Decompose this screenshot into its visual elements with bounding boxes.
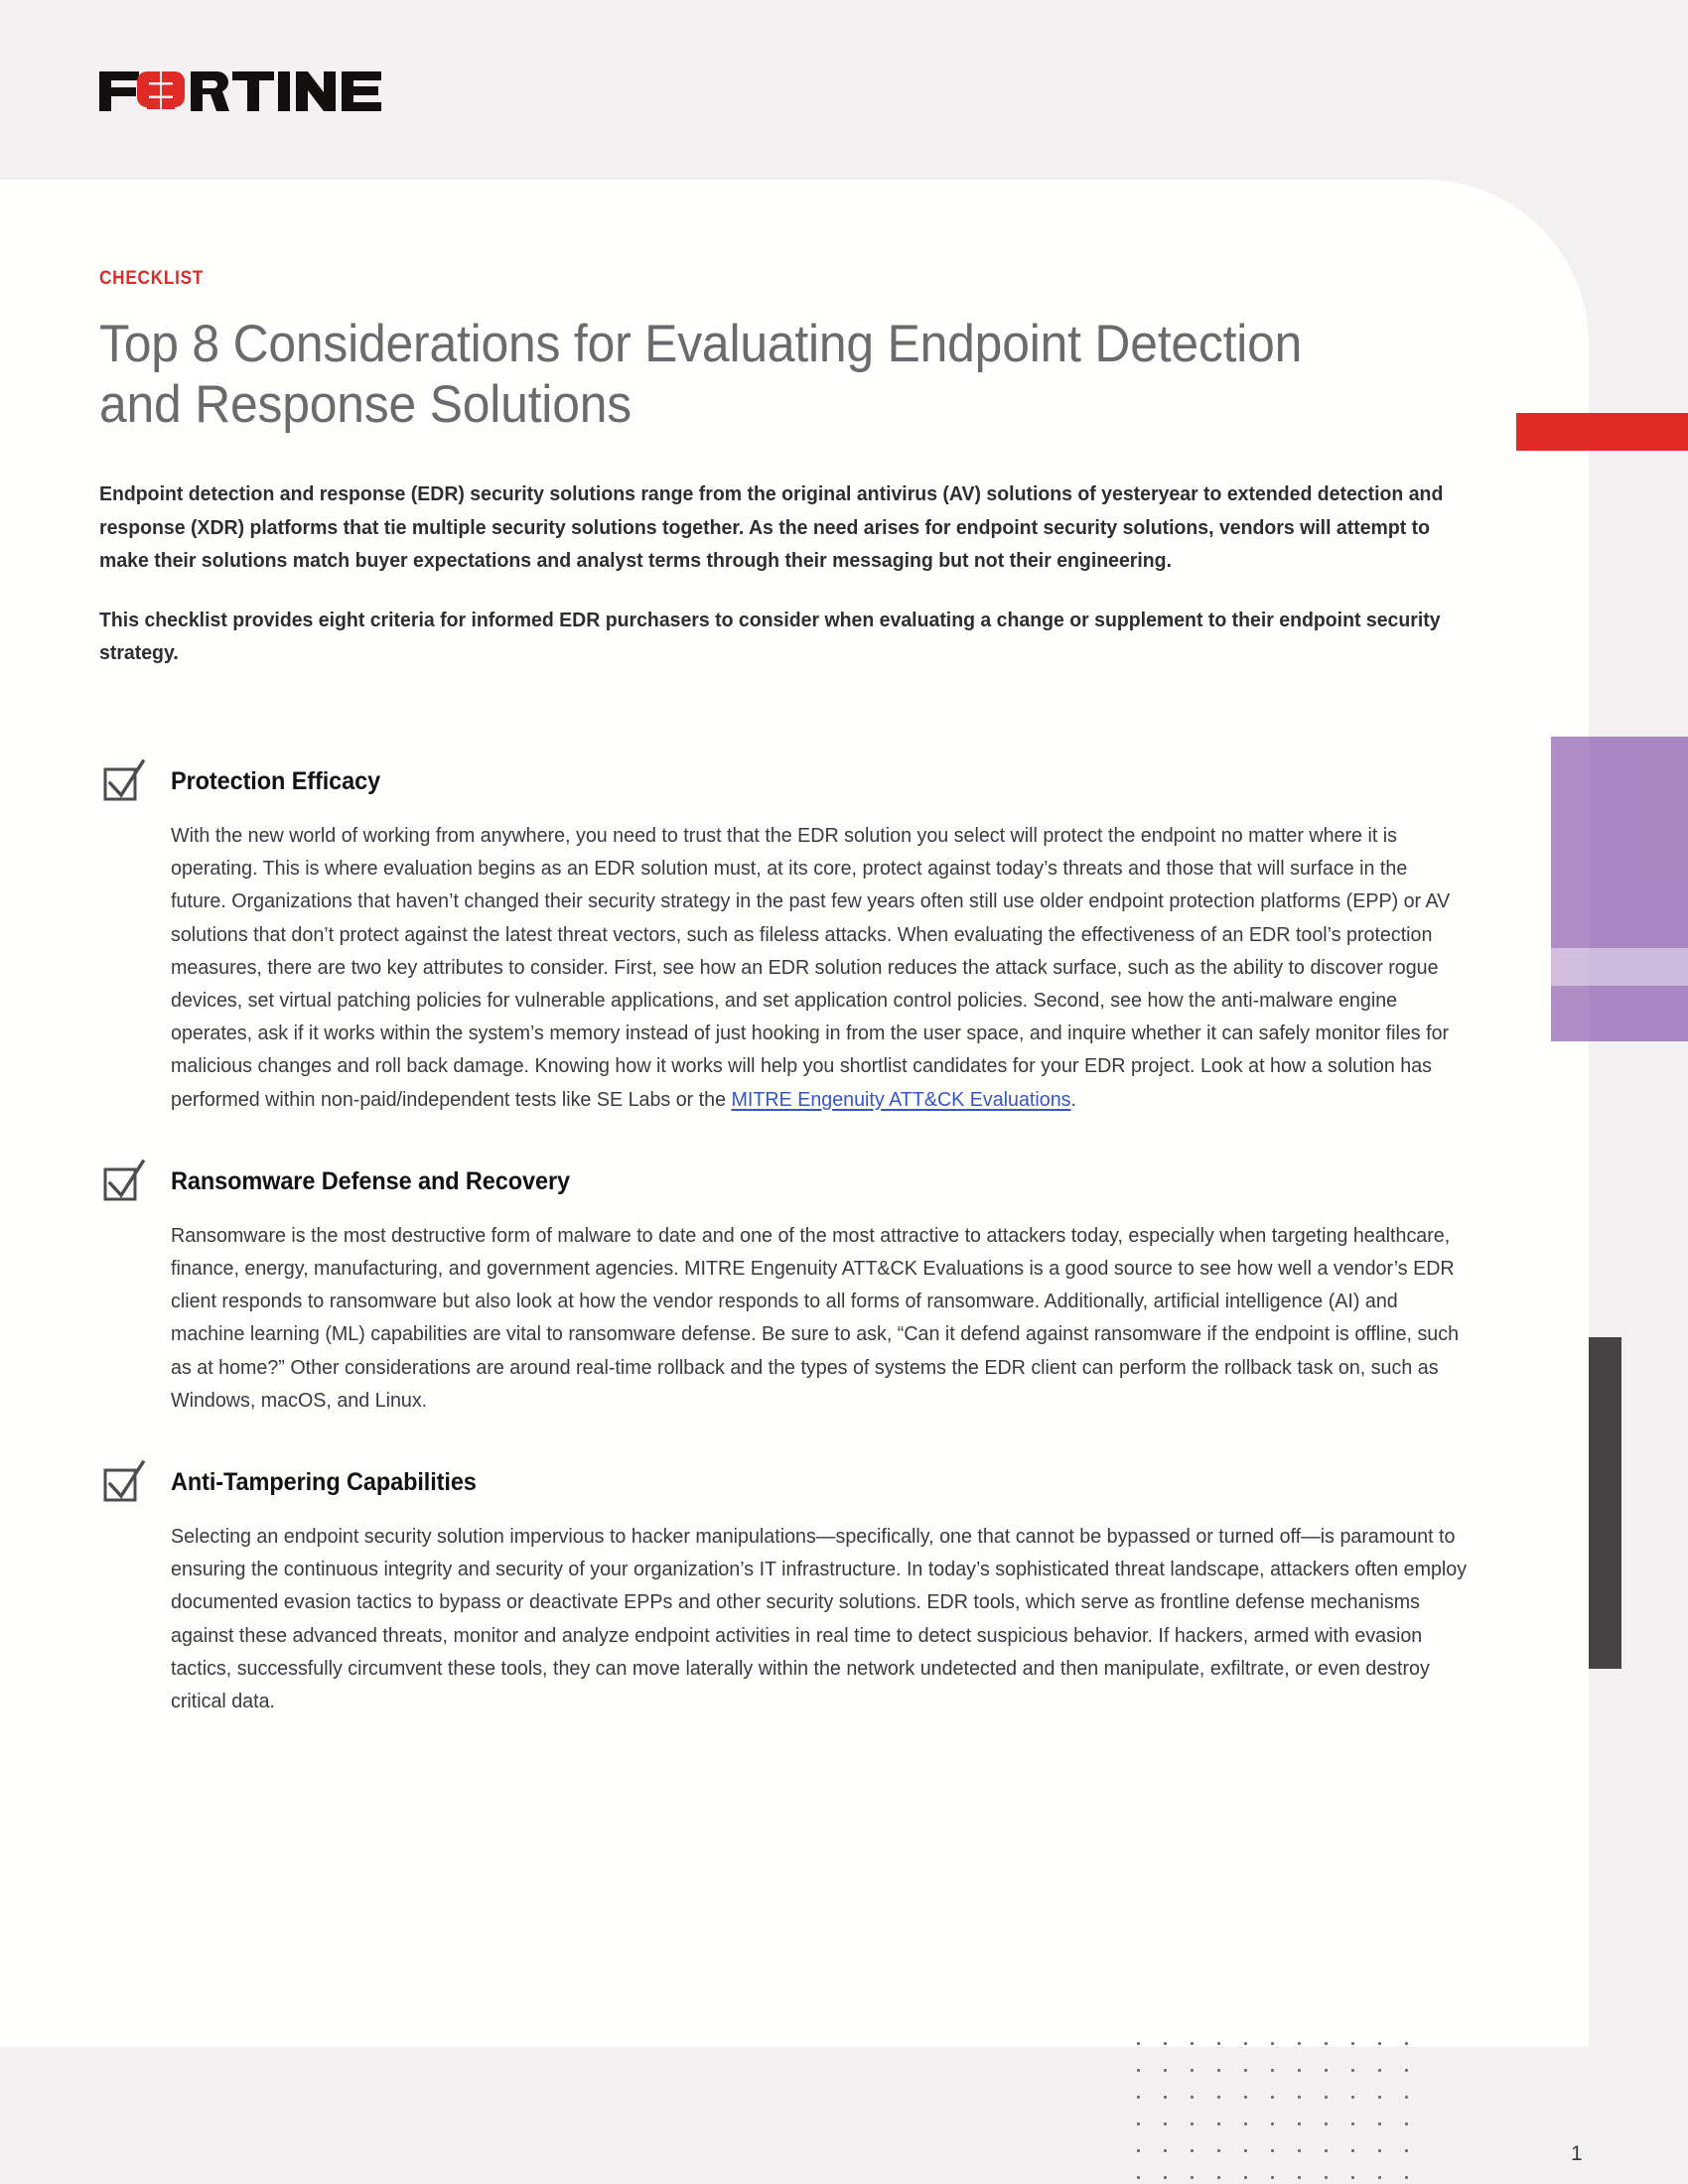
purple-block-light-band [1551, 948, 1688, 986]
checklist-item [99, 1165, 1489, 1417]
checklist-item-header [99, 1466, 1489, 1506]
checklist-item-title: Protection Efficacy [171, 766, 381, 795]
checklist-item-body: Selecting an endpoint security solution impervious to hacker manipulations—specifically, one that cannot be bypassed or turned off—is paramount to ensuring the continuous integrity and security of your organization’s IT infrastructure. In today’s sophisticated threat landscape, attackers often employ documented evasion tactics to bypass or deactivate EPPs and other security solutions. EDR tools, which serve as frontline defense mechanisms against these advanced threats, monitor and analyze endpoint activities in real time to detect suspicious behavior. If hackers, armed with evasion tactics, successfully circumvent these tools, they can move laterally within the network undetected and then manipulate, exfiltrate, or even destroy critical data. [171, 1525, 1468, 1713]
document-eyebrow: CHECKLIST [99, 268, 205, 289]
body-text-before-link: With the new world of working from anywhere, you need to trust that the EDR solution you select will protect the endpoint no matter where it is operating. This is where evaluation begins as an EDR solution must, at its core, protect against today’s threats and those that will surface in the future. Organizations that haven’t changed their security strategy in the past few years often still use older endpoint protection platforms (EPP) or AV solutions that don’t protect against the latest threat vectors, such as fileless attacks. When evaluating the effectiveness of an EDR tool’s protection measures, there are two key attributes to consider. First, see how an EDR solution reduces the attack surface, such as the ability to discover rogue devices, set virtual patching policies for vulnerable applications, and set application control policies. Second, see how the anti-malware engine operates, ask if it works within the system’s memory instead of just hooking in from the user space, and inquire whether it can safely monitor files for malicious changes and roll back damage. Knowing how it works will help you shortlist candidates for your EDR project. Look at how a solution has performed within non-paid/independent tests like SE Labs or the [171, 823, 1451, 1111]
mitre-engenuity-link[interactable]: MITRE Engenuity ATT&CK Evaluations [731, 1087, 1071, 1111]
document-content [99, 268, 1489, 1717]
checklist-item-header [99, 1165, 1489, 1205]
checkbox-checked-icon [101, 1158, 147, 1205]
brand-band [0, 0, 1688, 181]
checkbox-checked-icon [101, 757, 147, 805]
intro-paragraph-2: This checklist provides eight criteria for informed EDR purchasers to consider when evaluating a change or supplement to their endpoint security strategy. [99, 608, 1441, 665]
checklist-item-title: Ransomware Defense and Recovery [171, 1166, 570, 1195]
checklist-item [99, 765, 1489, 1116]
intro-paragraph-1: Endpoint detection and response (EDR) security solutions range from the original antivirus (AV) solutions of yesteryear to extended detection and response (XDR) platforms that tie multiple security solutions together. As the need arises for endpoint security solutions, vendors will attempt to make their solutions match buyer expectations and analyst terms through their messaging but not their engineering. [99, 481, 1444, 573]
decorative-dot-grid [1123, 2028, 1411, 2184]
decorative-dark-bar [1589, 1337, 1621, 1669]
decorative-red-bar [1516, 413, 1688, 451]
checklist-item-body [171, 819, 1468, 1116]
checklist-item [99, 1466, 1489, 1717]
fortinet-logo [99, 69, 383, 113]
checklist-item-title: Anti-Tampering Capabilities [171, 1468, 477, 1497]
checklist-item-body: Ransomware is the most destructive form of malware to date and one of the most attractive to attackers today, especially when targeting healthcare, finance, energy, manufacturing, and government agencies. MITRE Engenuity ATT&CK Evaluations is a good source to see how well a vendor’s EDR client responds to ransomware but also look at how the vendor responds to all forms of ransomware. Additionally, artificial intelligence (AI) and machine learning (ML) capabilities are vital to ransomware defense. Be sure to ask, “Can it defend against ransomware if the endpoint is offline, such as at home?” Other considerations are around real-time rollback and the types of systems the EDR client can perform the rollback task on, such as Windows, macOS, and Linux. [171, 1223, 1460, 1412]
body-text-after-link: . [1070, 1087, 1076, 1111]
checklist-sections [99, 765, 1489, 1717]
purple-block-fill [1551, 737, 1688, 1041]
checkbox-checked-icon [101, 1458, 147, 1506]
page-title: Top 8 Considerations for Evaluating Endpoint Detection and Response Solutions [99, 315, 1303, 435]
decorative-purple-block [1551, 737, 1688, 1041]
checklist-item-header [99, 765, 1489, 805]
page-number: 1 [1571, 2142, 1583, 2165]
